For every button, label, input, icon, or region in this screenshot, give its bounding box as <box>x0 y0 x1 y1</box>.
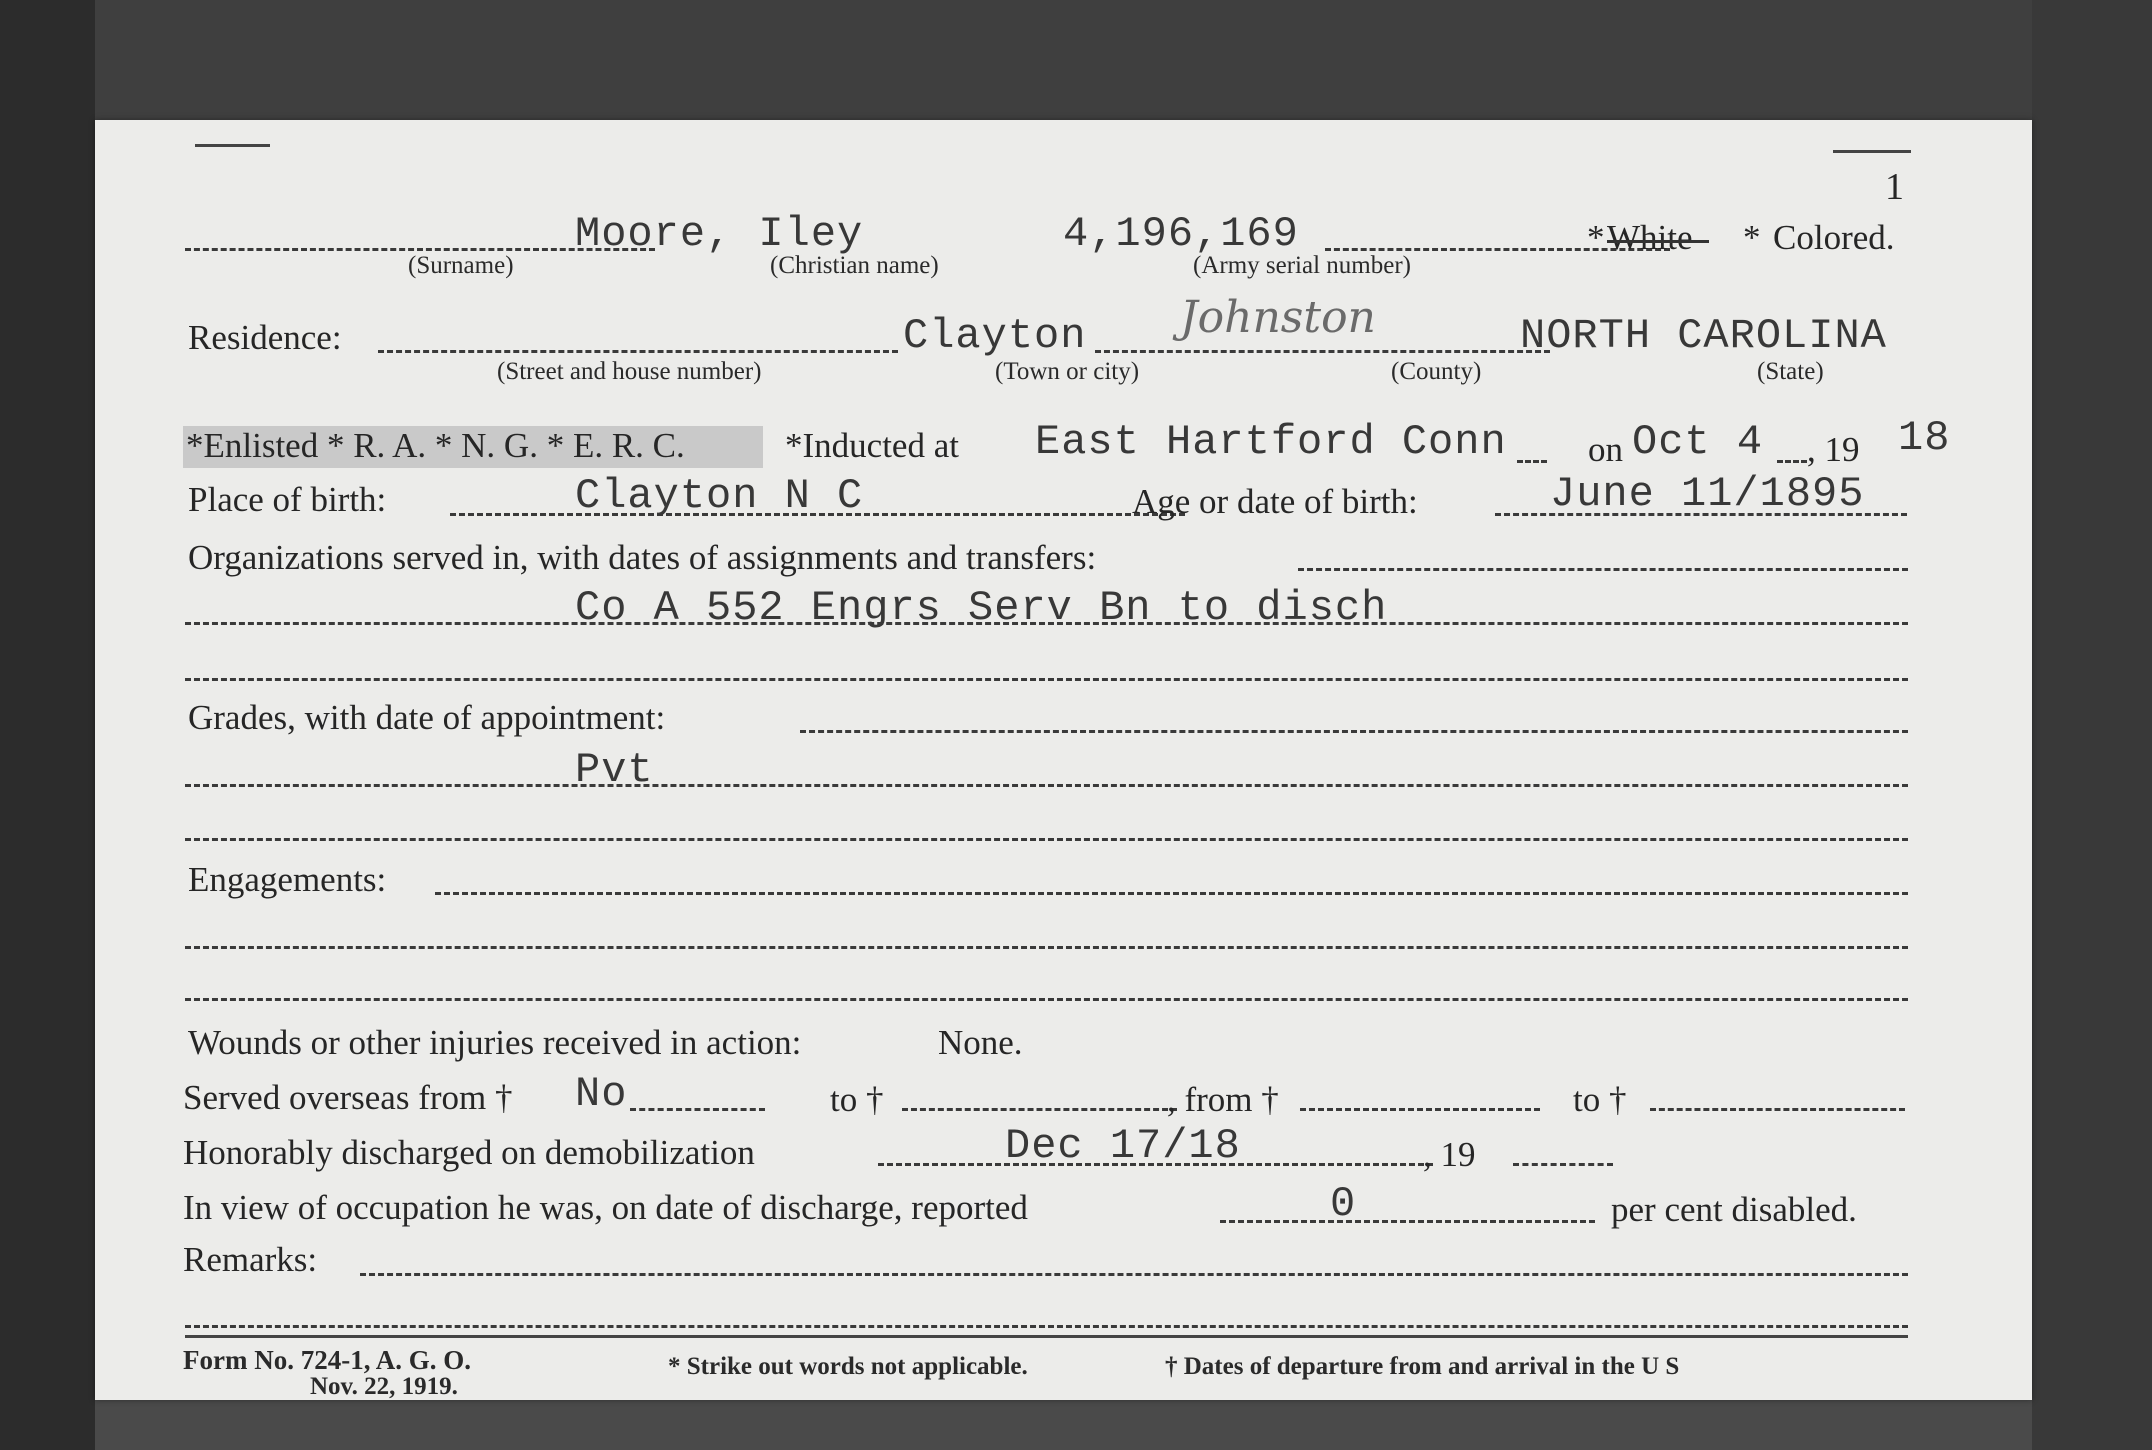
remarks-line-2 <box>185 1325 1908 1328</box>
engagements-line-2 <box>185 946 1908 949</box>
in-view-label: In view of occupation he was, on date of discharge, reported <box>183 1188 1028 1227</box>
town-label: (Town or city) <box>995 358 1140 385</box>
remarks-line-1 <box>360 1273 1908 1276</box>
service-record-card <box>95 120 2032 1400</box>
organization-value: Co A 552 Engrs Serv Bn to disch <box>575 584 1388 632</box>
street-label: (Street and house number) <box>497 358 762 385</box>
serial-value: 4,196,169 <box>1063 210 1299 258</box>
race-white-strike <box>1607 240 1709 243</box>
county-value: Johnston <box>1180 292 1376 343</box>
race-white-prefix: * <box>1587 218 1605 257</box>
organizations-line-3 <box>185 678 1908 681</box>
per-cent-label: per cent disabled. <box>1611 1190 1857 1229</box>
to2-label: to † <box>1573 1080 1627 1119</box>
race-colored: Colored. <box>1773 218 1895 257</box>
name-value: Moore, Iley <box>575 210 864 258</box>
from-label: , from † <box>1167 1080 1279 1119</box>
honorably-discharged-label: Honorably discharged on demobilization <box>183 1133 755 1172</box>
year-prefix-label: , 19 <box>1807 430 1860 469</box>
race-colored-prefix: * <box>1743 218 1761 257</box>
overseas-from2-line <box>1300 1108 1540 1111</box>
wounds-label: Wounds or other injuries received in action: <box>188 1023 802 1062</box>
surname-label: (Surname) <box>408 252 514 279</box>
grades-line-2 <box>185 784 1908 787</box>
scanner-background-left <box>0 0 95 1450</box>
state-label: (State) <box>1757 358 1824 385</box>
page-number: 1 <box>1885 166 1904 208</box>
inducted-place-value: East Hartford Conn <box>1035 418 1507 466</box>
date-of-birth-value: June 11/1895 <box>1550 470 1865 518</box>
engagements-line-1 <box>435 892 1908 895</box>
race-white: White <box>1607 218 1693 257</box>
served-overseas-label: Served overseas from † <box>183 1078 513 1117</box>
year-prefix2-label: , 19 <box>1423 1135 1476 1174</box>
corner-mark-left <box>195 144 270 147</box>
organizations-line-1 <box>1298 568 1908 571</box>
engagements-line-3 <box>185 998 1908 1001</box>
place-of-birth-value: Clayton N C <box>575 472 864 520</box>
inducted-at-label: *Inducted at <box>785 426 959 465</box>
town-value: Clayton <box>903 312 1087 360</box>
footer-rule <box>185 1335 1908 1338</box>
scanner-background-right <box>2032 0 2152 1450</box>
to-label: to † <box>830 1080 884 1119</box>
grades-label: Grades, with date of appointment: <box>188 698 666 737</box>
form-number: Form No. 724-1, A. G. O. <box>183 1345 471 1375</box>
overseas-to-line <box>902 1108 1177 1111</box>
on-label: on <box>1588 430 1623 469</box>
grades-line-3 <box>185 838 1908 841</box>
grades-line-1 <box>800 730 1908 733</box>
grade-value: Pvt <box>575 746 654 794</box>
age-or-dob-label: Age or date of birth: <box>1132 482 1418 521</box>
overseas-from-line <box>630 1108 765 1111</box>
inducted-date-line <box>1777 460 1807 463</box>
wounds-value: None. <box>938 1023 1023 1062</box>
discharge-year-line <box>1513 1163 1613 1166</box>
remarks-label: Remarks: <box>183 1240 318 1279</box>
organizations-label: Organizations served in, with dates of assignments and transfers: <box>188 538 1097 577</box>
dates-note: † Dates of departure from and arrival in the U S <box>1165 1353 1680 1380</box>
overseas-from-value: No <box>575 1070 628 1118</box>
corner-mark-right <box>1833 150 1911 153</box>
county-line <box>1095 350 1550 353</box>
inducted-place-line <box>1517 460 1547 463</box>
inducted-date-value: Oct 4 <box>1632 418 1764 466</box>
county-label: (County) <box>1391 358 1482 385</box>
state-value: NORTH CAROLINA <box>1520 312 1887 360</box>
residence-label: Residence: <box>188 318 342 357</box>
christian-name-label: (Christian name) <box>770 252 939 279</box>
strike-note: * Strike out words not applicable. <box>668 1353 1028 1380</box>
enlisted-label: *Enlisted * R. A. * N. G. * E. R. C. <box>186 426 685 465</box>
scanner-background-top <box>0 0 2152 120</box>
disabled-percent-value: 0 <box>1330 1180 1357 1228</box>
serial-number-label: (Army serial number) <box>1193 252 1411 279</box>
discharge-date-value: Dec 17/18 <box>1005 1122 1241 1170</box>
street-line <box>378 350 898 353</box>
inducted-year-value: 18 <box>1898 414 1951 462</box>
disabled-percent-line <box>1220 1220 1595 1223</box>
form-date: Nov. 22, 1919. <box>310 1373 458 1400</box>
place-of-birth-label: Place of birth: <box>188 480 387 519</box>
overseas-to2-line <box>1650 1108 1905 1111</box>
engagements-label: Engagements: <box>188 860 387 899</box>
